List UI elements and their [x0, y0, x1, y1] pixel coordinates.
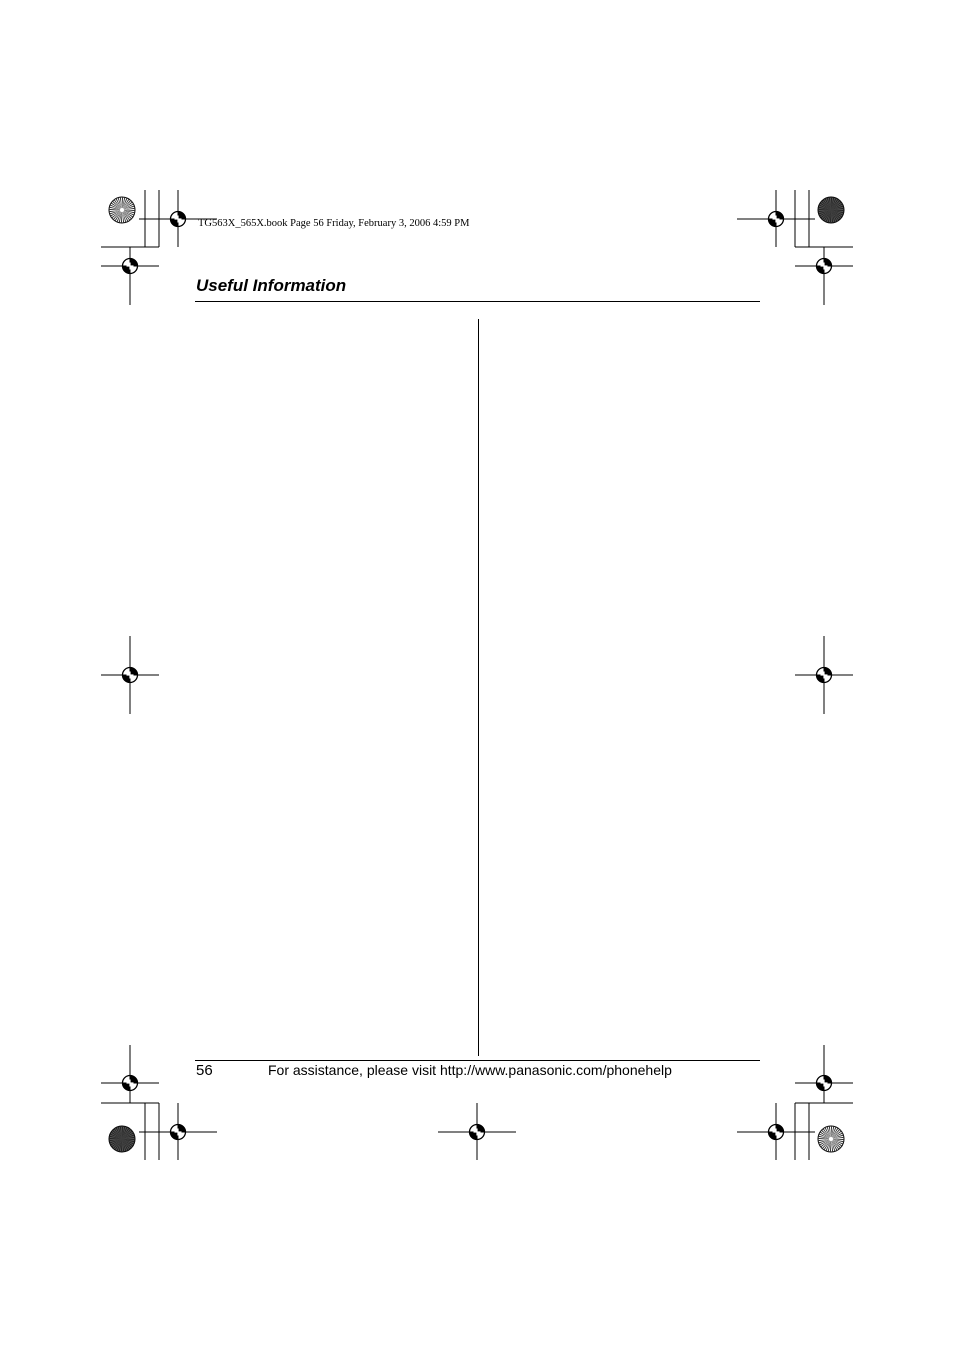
- starburst-icon: [818, 1126, 844, 1152]
- starburst-icon: [109, 1126, 135, 1152]
- footer-assistance-text: For assistance, please visit http://www.panasonic.com/phonehelp: [268, 1062, 672, 1078]
- header-rule: [195, 301, 760, 302]
- footer-rule: [195, 1060, 760, 1061]
- column-divider: [478, 319, 479, 1056]
- print-slug-text: TG563X_565X.book Page 56 Friday, February 3, 2006 4:59 PM: [198, 218, 470, 229]
- section-title: Useful Information: [196, 276, 347, 295]
- starburst-icon: [818, 197, 844, 223]
- registration-mark-icon: [101, 190, 853, 1160]
- starburst-icon: [109, 197, 135, 223]
- page-number: 56: [196, 1062, 213, 1079]
